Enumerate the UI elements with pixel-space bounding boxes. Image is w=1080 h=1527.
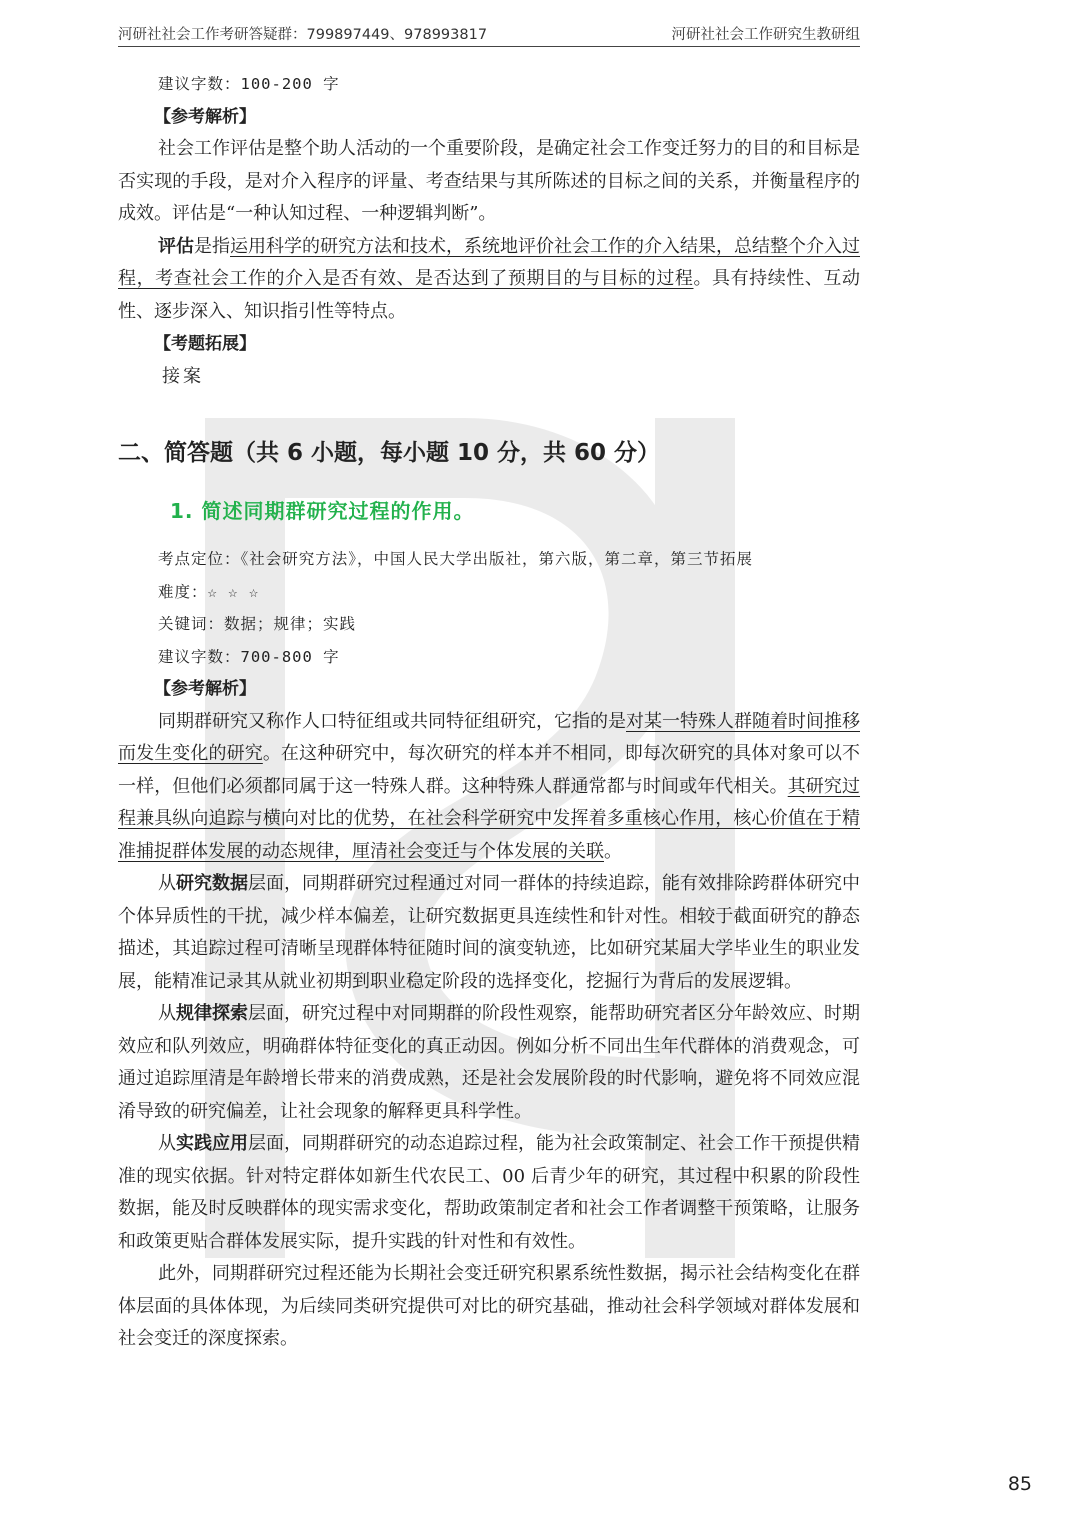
para2-pre: 是指 bbox=[194, 235, 230, 257]
p2-rest: 层面，同期群研究过程通过对同一群体的持续追踪，能有效排除跨群体研究中个体异质性的干扰，减少样本偏差，让研究数据更具连续性和针对性。相较于截面研究的静态描述，其追踪过程可清晰呈现群体特征随时间的演变轨迹，比如研究某届大学毕业生的职业发展，能精准记录其从就业初期到职业稳定阶段的选择变化，挖掘行为背后的发展逻辑。 bbox=[118, 873, 860, 992]
p2-pre: 从 bbox=[158, 873, 176, 894]
question-location: 考点定位：《社会研究方法》，中国人民大学出版社，第六版，第二章，第三节拓展 bbox=[158, 550, 754, 568]
answer-para-1 bbox=[118, 706, 860, 869]
question-difficulty: 难度：☆ ☆ ☆ bbox=[158, 582, 260, 601]
term-pattern-exploration: 规律探索 bbox=[176, 1003, 248, 1024]
p1-b: 。在这种研究中，每次研究的样本并不相同，即每次研究的具体对象可以不一样，但他们必须都同属于这一特殊人群。这种特殊人群通常都与时间或年代相关。 bbox=[118, 743, 861, 797]
term-research-data: 研究数据 bbox=[176, 873, 248, 894]
answer-para-4 bbox=[118, 1128, 860, 1258]
term-evaluation: 评估 bbox=[158, 235, 194, 257]
answer-para-2 bbox=[118, 868, 860, 998]
prev-analysis-para-2 bbox=[118, 231, 860, 329]
p3-pre: 从 bbox=[158, 1003, 176, 1024]
answer-para-5: 此外，同期群研究过程还能为长期社会变迁研究积累系统性数据，揭示社会结构变化在群体层面的具体体现，为后续同类研究提供可对比的研究基础，推动社会科学领域对群体发展和社会变迁的深度探索。 bbox=[118, 1263, 860, 1349]
p1-underline-2: 其研究过程兼具纵向追踪与横向对比的优势，在社会科学研究中发挥着多重核心作用，核心价值在于精准捕捉群体发展的动态规律，厘清社会变迁与个体发展的关联 bbox=[118, 775, 861, 862]
term-practice-application: 实践应用 bbox=[176, 1133, 248, 1154]
prev-word-count: 建议字数：100-200 字 bbox=[158, 75, 340, 93]
prev-analysis-para-1: 社会工作评估是整个助人活动的一个重要阶段，是确定社会工作变迁努力的目的和目标是否实现的手段，是对介入程序的评量、考查结果与其所陈述的目标之间的关系，并衡量程序的成效。评估是“一种认知过程、一种逻辑判断”。 bbox=[118, 138, 860, 224]
answer-para-3 bbox=[118, 998, 860, 1128]
p1-a: 同期群研究又称作人口特征组或共同特征组研究，它指的是 bbox=[158, 710, 626, 732]
p3-rest: 层面，研究过程中对同期群的阶段性观察，能帮助研究者区分年龄效应、时期效应和队列效应，明确群体特征变化的真正动因。例如分析不同出生年代群体的消费观念，可通过追踪厘清是年龄增长带来的消费成熟，还是社会发展阶段的时代影响，避免将不同效应混淆导致的研究偏差，让社会现象的解释更具科学性。 bbox=[118, 1003, 860, 1122]
header-right-text: 河研社社会工作研究生教研组 bbox=[671, 27, 860, 43]
question-keywords: 关键词：数据；规律；实践 bbox=[158, 615, 357, 633]
p1-c: 。 bbox=[604, 840, 622, 862]
page-number: 85 bbox=[1007, 1473, 1032, 1495]
p4-pre: 从 bbox=[158, 1133, 176, 1154]
p1-underline-1: 对某一特殊人群随着时间推移而发生变化的研究 bbox=[118, 710, 860, 764]
question-analysis-label: 【参考解析】 bbox=[154, 679, 256, 699]
extension-text: 接案 bbox=[162, 365, 204, 387]
prev-analysis-label: 【参考解析】 bbox=[154, 106, 256, 127]
page-content bbox=[118, 68, 860, 1356]
p4-rest: 层面，同期群研究的动态追踪过程，能为社会政策制定、社会工作干预提供精准的现实依据。针对特定群体如新生代农民工、00 后青少年的研究，其过程中积累的阶段性数据，能及时反映群体的现实需求变化，帮助政策制定者和社会工作者调整干预策略，让服务和政策更贴合群体发展实际，提升实践的针对性和有效性。 bbox=[118, 1133, 860, 1252]
question-word-count: 建议字数：700-800 字 bbox=[158, 647, 340, 666]
para2-post: 。具有持续性、互动性、逐步深入、知识指引性等特点。 bbox=[118, 268, 860, 322]
page-header bbox=[118, 20, 860, 47]
evaluation-definition: 运用科学的研究方法和技术，系统地评价社会工作的介入结果，总结整个介入过程，考查社会工作的介入是否有效、是否达到了预期目的与目标的过程 bbox=[118, 235, 860, 289]
question-title: 1. 简述同期群研究过程的作用。 bbox=[170, 499, 475, 523]
extension-label: 【考题拓展】 bbox=[154, 334, 256, 354]
header-left-text: 河研社社会工作考研答疑群：799897449、978993817 bbox=[118, 27, 488, 43]
section-title: 二、简答题（共 6 小题，每小题 10 分，共 60 分） bbox=[118, 440, 661, 466]
